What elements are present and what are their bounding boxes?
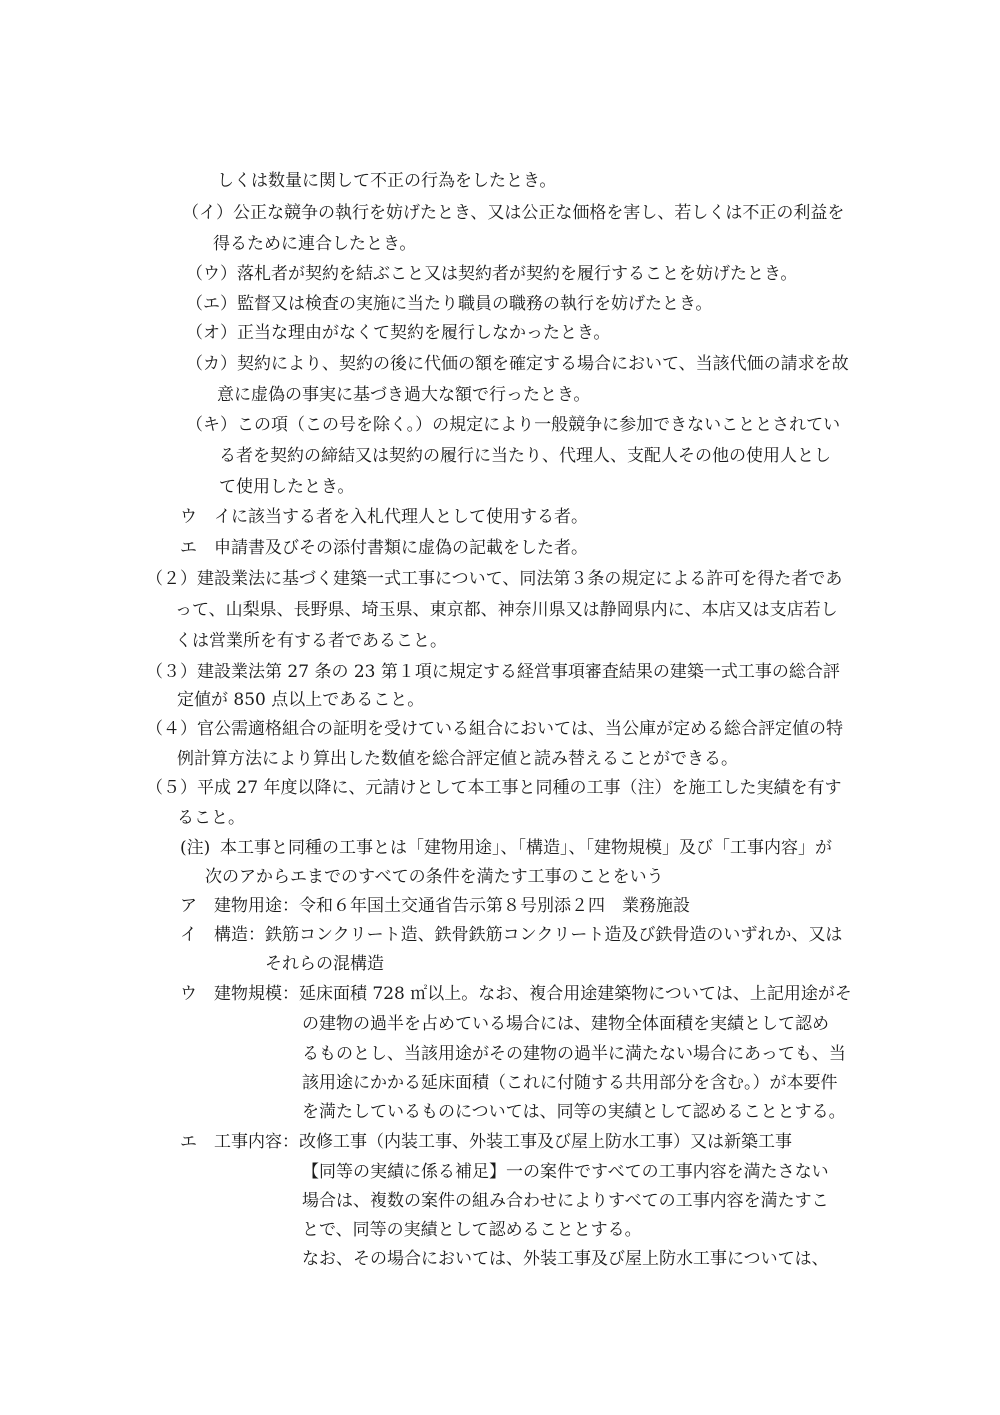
text-line: 定値が 850 点以上であること。 [177, 690, 425, 710]
text-line: て使用したとき。 [219, 477, 355, 497]
text-line: ること。 [177, 808, 245, 828]
list-item-4: （４）官公需適格組合の証明を受けている組合においては、当公庫が定める総合評定値の特 [146, 719, 843, 739]
text-line: る者を契約の締結又は契約の履行に当たり、代理人、支配人その他の使用人とし [219, 446, 831, 466]
list-item-u: （ウ）落札者が契約を結ぶこと又は契約者が契約を履行することを妨げたとき。 [186, 264, 798, 284]
text-line: とで、同等の実績として認めることとする。 [302, 1220, 642, 1240]
item-marker: （３） [146, 662, 197, 682]
text-line: 場合は、複数の案件の組み合わせによりすべての工事内容を満たすこ [302, 1191, 829, 1211]
item-marker: イ [180, 925, 197, 945]
condition-a: ア 建物用途：令和６年国土交通省告示第８号別添２四 業務施設 [180, 896, 690, 916]
list-item-e: （エ）監督又は検査の実施に当たり職員の職務の執行を妨げたとき。 [186, 294, 713, 314]
list-item-3: （３）建設業法第 27 条の 23 第１項に規定する経営事項審査結果の建築一式工事の総合評 [146, 662, 840, 682]
item-marker: （ウ） [186, 264, 237, 284]
item-marker: （４） [146, 719, 197, 739]
text-line: 該用途にかかる延床面積（これに付随する共用部分を含む。）が本要件 [302, 1073, 838, 1093]
text-line: 次のアからエまでのすべての条件を満たす工事のことをいう [205, 867, 664, 887]
list-item-5: （５）平成 27 年度以降に、元請けとして本工事と同種の工事（注）を施工した実績を有す [146, 778, 842, 798]
text-line: しくは数量に関して不正の行為をしたとき。 [217, 171, 557, 191]
item-marker: （５） [146, 778, 197, 798]
text-line: 【同等の実績に係る補足】一の案件ですべての工事内容を満たさない [302, 1162, 829, 1182]
item-marker: （エ） [186, 294, 237, 314]
text-line: それらの混構造 [265, 954, 384, 974]
item-marker: ア [180, 896, 197, 916]
text-line: くは営業所を有する者であること。 [175, 631, 447, 651]
item-marker: ウ [180, 984, 197, 1004]
text-line: 例計算方法により算出した数値を総合評定値と読み替えることができる。 [177, 749, 738, 769]
item-marker: （２） [146, 569, 197, 589]
item-marker: （イ） [182, 203, 233, 223]
list-item-u-kana: ウ イに該当する者を入札代理人として使用する者。 [180, 507, 588, 527]
condition-u: ウ 建物規模：延床面積 728 ㎡以上。なお、複合用途建築物については、上記用途がそ [180, 984, 852, 1004]
list-item-ki: （キ）この項（この号を除く。）の規定により一般競争に参加できないこととされてい [186, 415, 841, 435]
text-line: るものとし、当該用途がその建物の過半に満たない場合にあっても、当 [302, 1044, 846, 1064]
text-line: を満たしているものについては、同等の実績として認めることとする。 [302, 1102, 846, 1122]
text-line: って、山梨県、長野県、埼玉県、東京都、神奈川県又は静岡県内に、本店又は支店若し [175, 600, 838, 620]
list-item-ka: （カ）契約により、契約の後に代価の額を確定する場合において、当該代価の請求を故 [186, 354, 849, 374]
item-marker: （キ） [186, 415, 237, 435]
item-marker: （カ） [186, 354, 237, 374]
list-item-e-kana: エ 申請書及びその添付書類に虚偽の記載をした者。 [180, 538, 588, 558]
note: (注) 本工事と同種の工事とは「建物用途」、「構造」、「建物規模」及び「工事内容」が [180, 838, 832, 858]
text-line: の建物の過半を占めている場合には、建物全体面積を実績として認め [302, 1014, 829, 1034]
list-item-i: （イ）公正な競争の執行を妨げたとき、又は公正な価格を害し、若しくは不正の利益を [182, 203, 845, 223]
list-item-o: （オ）正当な理由がなくて契約を履行しなかったとき。 [186, 323, 611, 343]
item-marker: エ [180, 1132, 197, 1152]
text-line: 得るために連合したとき。 [213, 234, 417, 254]
item-marker: ウ [180, 507, 197, 527]
text-line: 意に虚偽の事実に基づき過大な額で行ったとき。 [217, 385, 591, 405]
condition-i: イ 構造：鉄筋コンクリート造、鉄骨鉄筋コンクリート造及び鉄骨造のいずれか、又は [180, 925, 843, 945]
list-item-2: （２）建設業法に基づく建築一式工事について、同法第３条の規定による許可を得た者であ [146, 569, 843, 589]
note-marker: (注) [180, 838, 211, 858]
text-line: なお、その場合においては、外装工事及び屋上防水工事については、 [302, 1249, 829, 1269]
condition-e: エ 工事内容：改修工事（内装工事、外装工事及び屋上防水工事）又は新築工事 [180, 1132, 792, 1152]
item-marker: エ [180, 538, 197, 558]
item-marker: （オ） [186, 323, 237, 343]
